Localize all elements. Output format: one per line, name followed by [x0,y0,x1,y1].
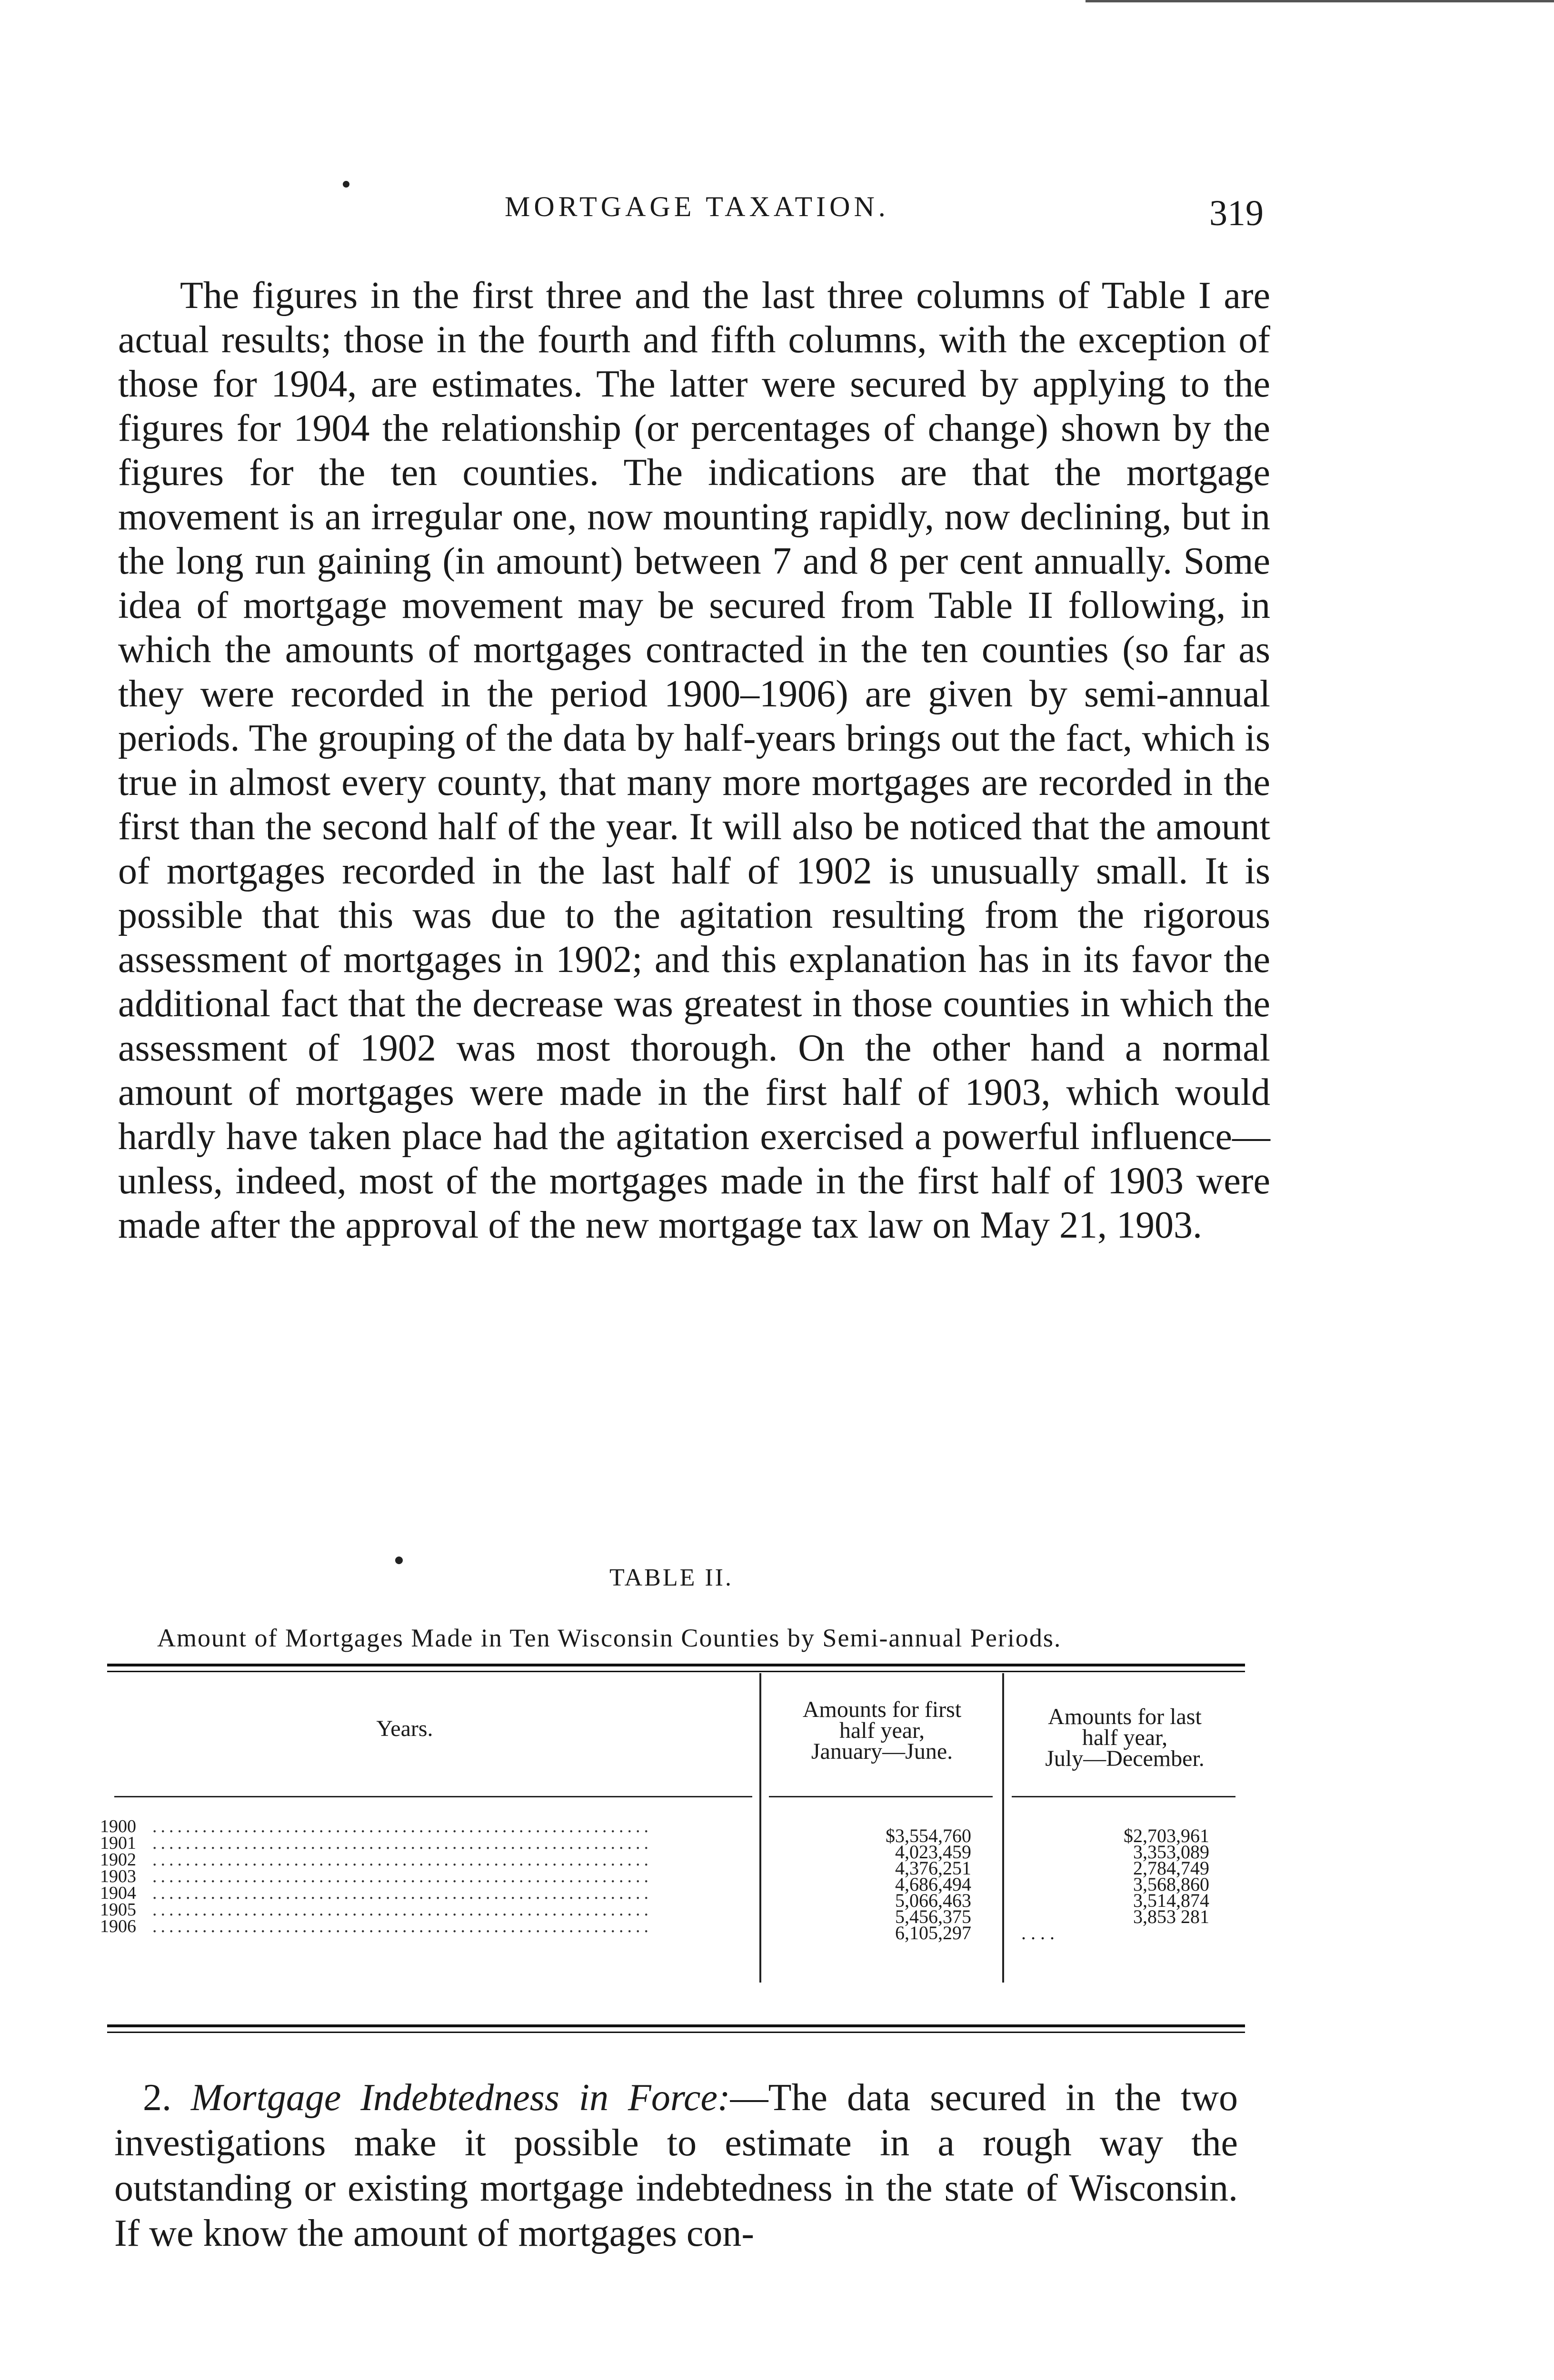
header-first-line1: Amounts for first [802,1697,962,1722]
first-half-cell: 5,456,375 [895,1906,971,1927]
section-2 [114,2075,1238,2256]
year-cell: 1905 [100,1902,136,1918]
dot-leaders: ............................................................ [152,1852,652,1868]
dot-leaders: ............................................................ [152,1885,652,1902]
header-separator-years [114,1796,752,1797]
header-last-line2: half year, [1082,1725,1168,1750]
section-2-number: 2. [143,2077,171,2119]
last-half-cell: 2,784,749 [1133,1857,1209,1879]
year-cell: 1906 [100,1918,136,1935]
dot-leaders: ............................................................ [152,1835,652,1852]
section-2-text: —The data secured in the two investigations make it possible to estimate in a rough way the outstanding or existing mortgage indebtedness in the state of Wisconsin. If we know the amount of mortgages con- [114,2077,1238,2254]
table-row [100,1818,762,1835]
header-first-line3: January—June. [811,1739,953,1764]
years-column [100,1818,762,1935]
first-half-cell: 6,105,297 [895,1922,971,1944]
year-cell: 1900 [100,1818,136,1835]
dot-leaders: ............................................................ [152,1902,652,1918]
first-half-cell: 5,066,463 [895,1890,971,1911]
column-divider-2 [1002,1673,1004,1983]
year-cell: 1901 [100,1835,136,1852]
table-title: TABLE II. [609,1564,733,1591]
header-separator-last [1012,1796,1235,1797]
header-separator-first [769,1796,993,1797]
year-cell: 1903 [100,1868,136,1885]
section-2-heading: Mortgage Indebtedness in Force: [190,2077,730,2119]
table-row [100,1835,762,1852]
year-cell: 1902 [100,1852,136,1868]
paragraph-1: The figures in the first three and the last three columns of Table I are actual results; those in the fourth and fifth columns, with the exception of those for 1904, are estimates. The latter were secured by applying to the figures for 1904 the relationship (or percentages of change) shown by the figures for the ten counties. The indications are that the mortgage movement is an irregular one, now mounting rapidly, now declining, but in the long run gaining (in amount) between 7 and 8 per cent annually. Some idea of mortgage movement may be secured from Table II following, in which the amounts of mortgages contracted in the ten counties (so far as they were recorded in the period 1900–1906) are given by semi-annual periods. The grouping of the data by half-years brings out the fact, which is true in almost every county, that many more mortgages are recorded in the first than the second half of the year. It will also be noticed that the amount of mortgages recorded in the last half of 1902 is unusually small. It is possible that this was due to the agitation resulting from the rigorous assessment of mortgages in 1902; and this explanation has in its favor the additional fact that the decrease was greatest in those counties in which the assessment of 1902 was most thorough. On the other hand a normal amount of mortgages were made in the first half of 1903, which would hardly have taken place had the agitation exercised a powerful influence—unless, indeed, most of the mortgages made in the first half of 1903 were made after the approval of the new mortgage tax law on May 21, 1903. [118,275,1270,1246]
first-half-cell: 4,376,251 [895,1857,971,1879]
header-last-line3: July—December. [1045,1746,1205,1771]
table-caption: Amount of Mortgages Made in Ten Wisconsin Counties by Semi-annual Periods. [157,1624,1062,1652]
table-row [100,1868,762,1885]
first-half-column [771,1825,971,1944]
body-paragraph [118,274,1270,1248]
stray-dot-mark-table [395,1557,403,1564]
last-half-column [1012,1825,1209,1944]
table-top-rule [107,1664,1245,1672]
first-half-cell: $3,554,760 [886,1825,971,1846]
top-edge-rule [1086,0,1554,2]
first-half-cell: 4,686,494 [895,1874,971,1895]
last-half-cell: 3,514,874 [1133,1890,1209,1911]
running-head: MORTGAGE TAXATION. [505,191,889,222]
dot-leaders: ............................................................ [152,1918,652,1935]
dot-leaders: ............................................................ [152,1868,652,1885]
last-half-cell: 3,568,860 [1133,1874,1209,1895]
last-half-cell: 3,853 281 [1133,1906,1209,1927]
stray-dot-mark [343,181,349,188]
last-half-cell: $2,703,961 [1124,1825,1209,1846]
header-last-line1: Amounts for last [1048,1704,1202,1729]
header-first-half [762,1699,1002,1762]
header-years: Years. [376,1716,433,1741]
table-row [100,1918,762,1935]
section-2-paragraph [114,2075,1238,2256]
year-cell: 1904 [100,1885,136,1902]
page-number: 319 [1209,193,1264,233]
dot-leaders: ............................................................ [152,1818,652,1835]
table-row [100,1885,762,1902]
last-half-cell-empty: .... [1021,1922,1059,1944]
table-bottom-rule [107,2024,1245,2033]
table-row [100,1852,762,1868]
last-half-cell: 3,353,089 [1133,1841,1209,1863]
table-row [100,1902,762,1918]
first-half-cell: 4,023,459 [895,1841,971,1863]
header-last-half [1005,1706,1245,1769]
header-first-line2: half year, [839,1718,925,1743]
